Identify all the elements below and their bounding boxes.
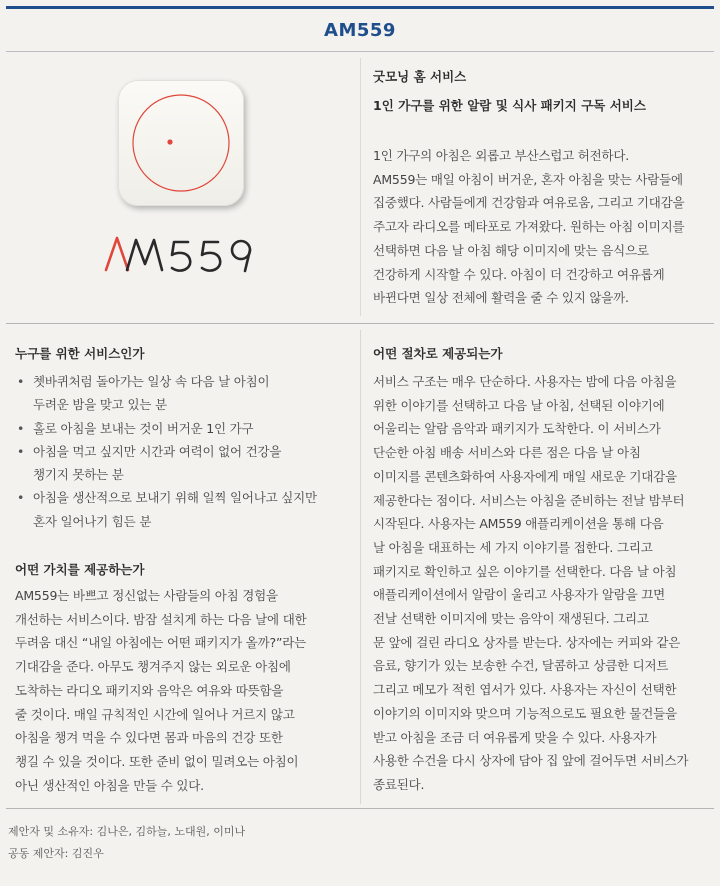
footer-divider bbox=[6, 808, 714, 809]
list-item-line: • 아침을 생산적으로 보내기 위해 일찍 일어나고 싶지만 bbox=[33, 490, 317, 506]
value-line: 줄 것이다. 매일 규칙적인 시간에 일어나 거르지 않고 bbox=[15, 706, 295, 722]
process-line: 어울리는 알람 음악과 패키지가 도착한다. 이 서비스가 bbox=[373, 421, 661, 437]
list-item-line: • 쳇바퀴처럼 돌아가는 일상 속 다음 날 아침이 bbox=[33, 374, 270, 389]
value-line: 챙길 수 있을 것이다. 또한 준비 없이 밀려오는 아침이 bbox=[15, 753, 299, 769]
intro-line: 선택하면 다음 날 아침 해당 이미지에 맞는 음식으로 bbox=[373, 242, 649, 258]
value-line: 개선하는 서비스이다. 밤잠 설치게 하는 다음 날에 대한 bbox=[15, 611, 307, 627]
value-paragraph bbox=[15, 584, 357, 797]
am559-app-icon bbox=[118, 80, 244, 206]
process-line: 패키지로 확인하고 싶은 이야기를 선택한다. 다음 날 아침 bbox=[373, 563, 677, 579]
list-item-line: • 홀로 아침을 보내는 것이 버거운 1인 가구 bbox=[33, 420, 254, 436]
intro-line: AM559는 매일 아침이 버거운, 혼자 아침을 맞는 사람들에 bbox=[373, 171, 683, 187]
intro-line: 1인 가구의 아침은 외롭고 부산스럽고 허전하다. bbox=[373, 148, 630, 163]
process-line: 단순한 아침 배송 서비스와 다른 점은 다음 날 아침 bbox=[373, 445, 641, 461]
page-title: AM559 bbox=[324, 19, 396, 41]
intro-line: 바뀐다면 일상 전체에 활력을 줄 수 있지 않을까. bbox=[373, 290, 629, 306]
process-line: 그리고 메모가 적힌 엽서가 있다. 사용자는 자신이 선택한 bbox=[373, 682, 677, 698]
bottom-column-divider bbox=[360, 330, 361, 804]
list-item bbox=[15, 486, 355, 533]
value-line: AM559는 바쁘고 정신없는 사람들의 아침 경험을 bbox=[15, 588, 278, 603]
process-line: 서비스 구조는 매우 단순하다. 사용자는 밤에 다음 아침을 bbox=[373, 374, 677, 389]
clock-face-icon bbox=[118, 80, 244, 206]
list-item bbox=[15, 370, 355, 417]
process-line: 이야기의 이미지와 맞으며 기능적으로도 필요한 물건들을 bbox=[373, 705, 677, 721]
intro-line: 건강하게 시작할 수 있다. 아침이 더 건강하고 여유롭게 bbox=[373, 266, 665, 282]
process-heading: 어떤 절차로 제공되는가 bbox=[373, 346, 503, 361]
list-item-line: 두려운 밤을 맞고 있는 분 bbox=[33, 397, 167, 413]
service-subtitle: 1인 가구를 위한 알람 및 식사 패키지 구독 서비스 bbox=[373, 98, 646, 113]
credits bbox=[8, 821, 245, 865]
top-column-divider bbox=[360, 58, 361, 316]
service-category: 굿모닝 홈 서비스 bbox=[373, 69, 467, 84]
process-line: 이미지를 콘텐츠화하여 사용자에게 매일 새로운 기대감을 bbox=[373, 468, 677, 484]
value-line: 도착하는 라디오 패키지와 음악은 여유와 따뜻함을 bbox=[15, 682, 284, 698]
process-line: 전날 선택한 이미지에 맞는 음악이 재생된다. 그리고 bbox=[373, 611, 649, 627]
process-paragraph bbox=[373, 370, 718, 797]
value-line: 아닌 생산적인 아침을 만들 수 있다. bbox=[15, 777, 204, 793]
intro-line: 집중했다. 사람들에게 건강함과 여유로움, 그리고 기대감을 bbox=[373, 195, 685, 211]
am559-logo bbox=[100, 228, 260, 280]
title-bar bbox=[6, 6, 714, 52]
value-line: 아침을 챙겨 먹을 수 있다면 몸과 마음의 건강 또한 bbox=[15, 730, 283, 746]
process-line: 음료, 향기가 있는 보송한 수건, 달콤하고 상큼한 디저트 bbox=[373, 658, 669, 674]
target-heading: 누구를 위한 서비스인가 bbox=[15, 346, 145, 361]
credits-proposers: 제안자 및 소유자: 김나은, 김하늘, 노대원, 이미나 bbox=[8, 825, 246, 838]
value-line: 두려움 대신 “내일 아침에는 어떤 패키지가 올까?”라는 bbox=[15, 635, 307, 651]
process-line: 애플리케이션에서 알람이 울리고 사용자가 알람을 끄면 bbox=[373, 587, 665, 603]
credits-co-proposer: 공동 제안자: 김진우 bbox=[8, 847, 104, 860]
list-item-line: 혼자 일어나기 힘든 분 bbox=[33, 513, 152, 529]
process-line: 문 앞에 걸린 라디오 상자를 받는다. 상자에는 커피와 같은 bbox=[373, 634, 681, 650]
process-line: 제공한다는 점이다. 서비스는 아침을 준비하는 전날 밤부터 bbox=[373, 492, 685, 508]
process-line: 받고 아침을 조금 더 여유롭게 맞을 수 있다. 사용자가 bbox=[373, 729, 657, 745]
process-line: 시작된다. 사용자는 AM559 애플리케이션을 통해 다음 bbox=[373, 516, 664, 532]
list-item bbox=[15, 440, 355, 487]
process-line: 종료된다. bbox=[373, 776, 425, 792]
process-line: 사용한 수건을 다시 상자에 담아 집 앞에 걸어두면 서비스가 bbox=[373, 753, 689, 769]
list-item-line: • 아침을 먹고 싶지만 시간과 여력이 없어 건강을 bbox=[33, 443, 282, 459]
intro-line: 주고자 라디오를 메타포로 가져왔다. 원하는 아침 이미지를 bbox=[373, 219, 685, 235]
list-item-line: 챙기지 못하는 분 bbox=[33, 467, 124, 483]
list-item bbox=[15, 417, 355, 440]
row-divider bbox=[6, 323, 714, 324]
value-line: 기대감을 준다. 아무도 챙겨주지 않는 외로운 아침에 bbox=[15, 659, 291, 675]
process-line: 날 아침을 대표하는 세 가지 이야기를 접한다. 그리고 bbox=[373, 539, 653, 555]
value-heading: 어떤 가치를 제공하는가 bbox=[15, 562, 145, 577]
intro-paragraph bbox=[373, 144, 718, 310]
target-list bbox=[15, 370, 355, 533]
process-line: 위한 이야기를 선택하고 다음 날 아침, 선택된 이야기에 bbox=[373, 397, 665, 413]
logo-text: AM559 bbox=[100, 228, 104, 229]
